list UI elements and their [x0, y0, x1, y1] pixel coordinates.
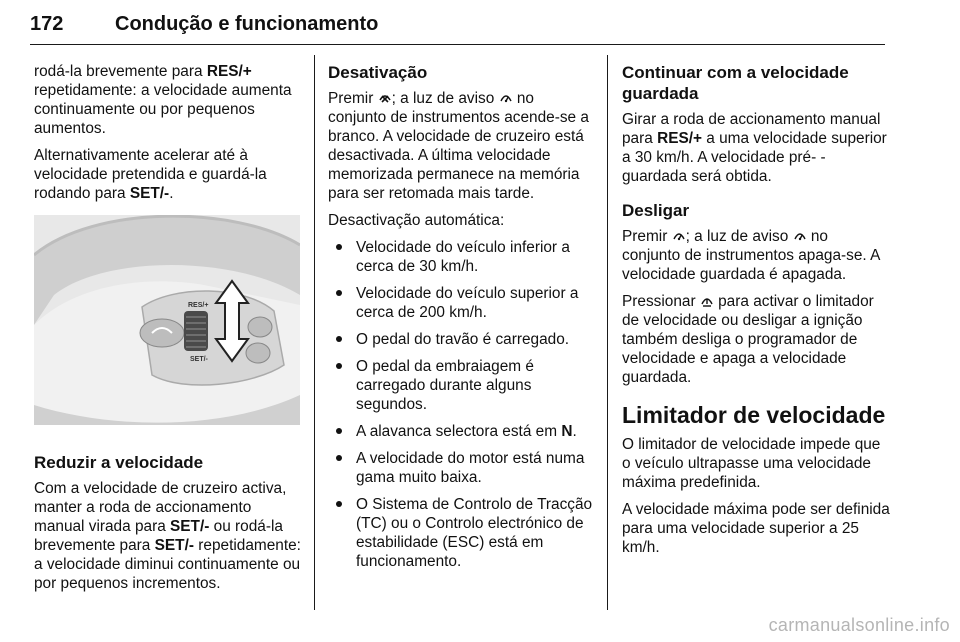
list-item: O Sistema de Controlo de Tracção (TC) ou o Controlo electrónico de estabilidade (ESC) está em funcionamento.	[328, 495, 596, 571]
image-label-res: RES/+	[188, 302, 209, 309]
speed-limiter-heading: Limitador de velocidade	[622, 402, 886, 428]
switch-off-heading: Desligar	[622, 201, 690, 220]
switch-off-paragraph: Premir ; a luz de aviso no conjunto de instrumentos apaga-se. A velocidade guardada é apagada.	[622, 228, 880, 283]
column-3	[622, 62, 890, 565]
page-number: 172	[30, 13, 64, 35]
set-minus-label: SET/-	[129, 185, 170, 202]
watermark: carmanualsonline.info	[768, 615, 950, 635]
column-1	[34, 62, 302, 601]
resume-speed-paragraph: Girar a roda de accionamento manual para RES/+ a uma velocidade superior a 30 km/h. A velocidade pré- -guardada será obtida.	[622, 111, 887, 185]
deactivation-heading: Desativação	[328, 63, 428, 82]
cruise-control-warning-icon	[793, 229, 807, 243]
list-item: A velocidade do motor está numa gama muito baixa.	[328, 449, 596, 487]
speed-limiter-icon	[700, 294, 714, 308]
image-label-set: SET/-	[190, 356, 208, 363]
steering-wheel-controls-image	[34, 215, 300, 425]
auto-deactivation-label: Desactivação automática:	[328, 212, 505, 229]
list-item: Velocidade do veículo inferior a cerca de 30 km/h.	[328, 238, 596, 276]
list-item: Velocidade do veículo superior a cerca de 200 km/h.	[328, 284, 596, 322]
list-item: O pedal da embraiagem é carregado durante alguns segundos.	[328, 357, 596, 414]
deactivation-paragraph: Premir ; a luz de aviso no conjunto de instrumentos acende-se a branco. A velocidade de cruzeiro está desactivada. A última velocidade memorizada permanece na memória para ser retomada mais tarde.	[328, 90, 589, 202]
cruise-control-icon	[672, 229, 686, 243]
reduce-speed-heading: Reduzir a velocidade	[34, 453, 204, 472]
page-title: Condução e funcionamento	[115, 13, 379, 35]
intro-paragraph: rodá-la brevemente para RES/+ repetidamente: a velocidade aumenta continuamente ou por pequenos aumentos.	[34, 63, 292, 137]
reduce-speed-paragraph: Com a velocidade de cruzeiro activa, manter a roda de accionamento manual virada para SET/- ou rodá-la brevemente para SET/- repetidamente: a velocidade diminui continuamente ou por pequenos incrementos.	[34, 480, 301, 592]
column-divider-1	[314, 55, 315, 610]
resume-speed-heading: Continuar com a velocidade guardada	[622, 63, 849, 103]
page-header	[30, 0, 885, 45]
list-item: O pedal do travão é carregado.	[328, 330, 596, 349]
speed-limiter-paragraph-2: A velocidade máxima pode ser definida para uma velocidade superior a 25 km/h.	[622, 501, 890, 556]
column-divider-2	[607, 55, 608, 610]
speed-limiter-paragraph-1: O limitador de velocidade impede que o veículo ultrapasse uma velocidade máxima predefinida.	[622, 436, 881, 491]
auto-deactivation-list	[328, 238, 596, 571]
alternative-paragraph: Alternativamente acelerar até à velocidade pretendida e guardá-la rodando para SET/-.	[34, 147, 267, 202]
list-item: A alavanca selectora está em N.	[328, 422, 596, 441]
cruise-cancel-icon	[378, 91, 392, 105]
column-2	[328, 62, 596, 579]
cruise-control-warning-icon	[499, 91, 513, 105]
limiter-activation-paragraph: Pressionar para activar o limitador de velocidade ou desligar a ignição também desliga o programador de velocidade e apaga a velocidade guardada.	[622, 293, 874, 386]
res-plus-label: RES/+	[206, 63, 252, 80]
